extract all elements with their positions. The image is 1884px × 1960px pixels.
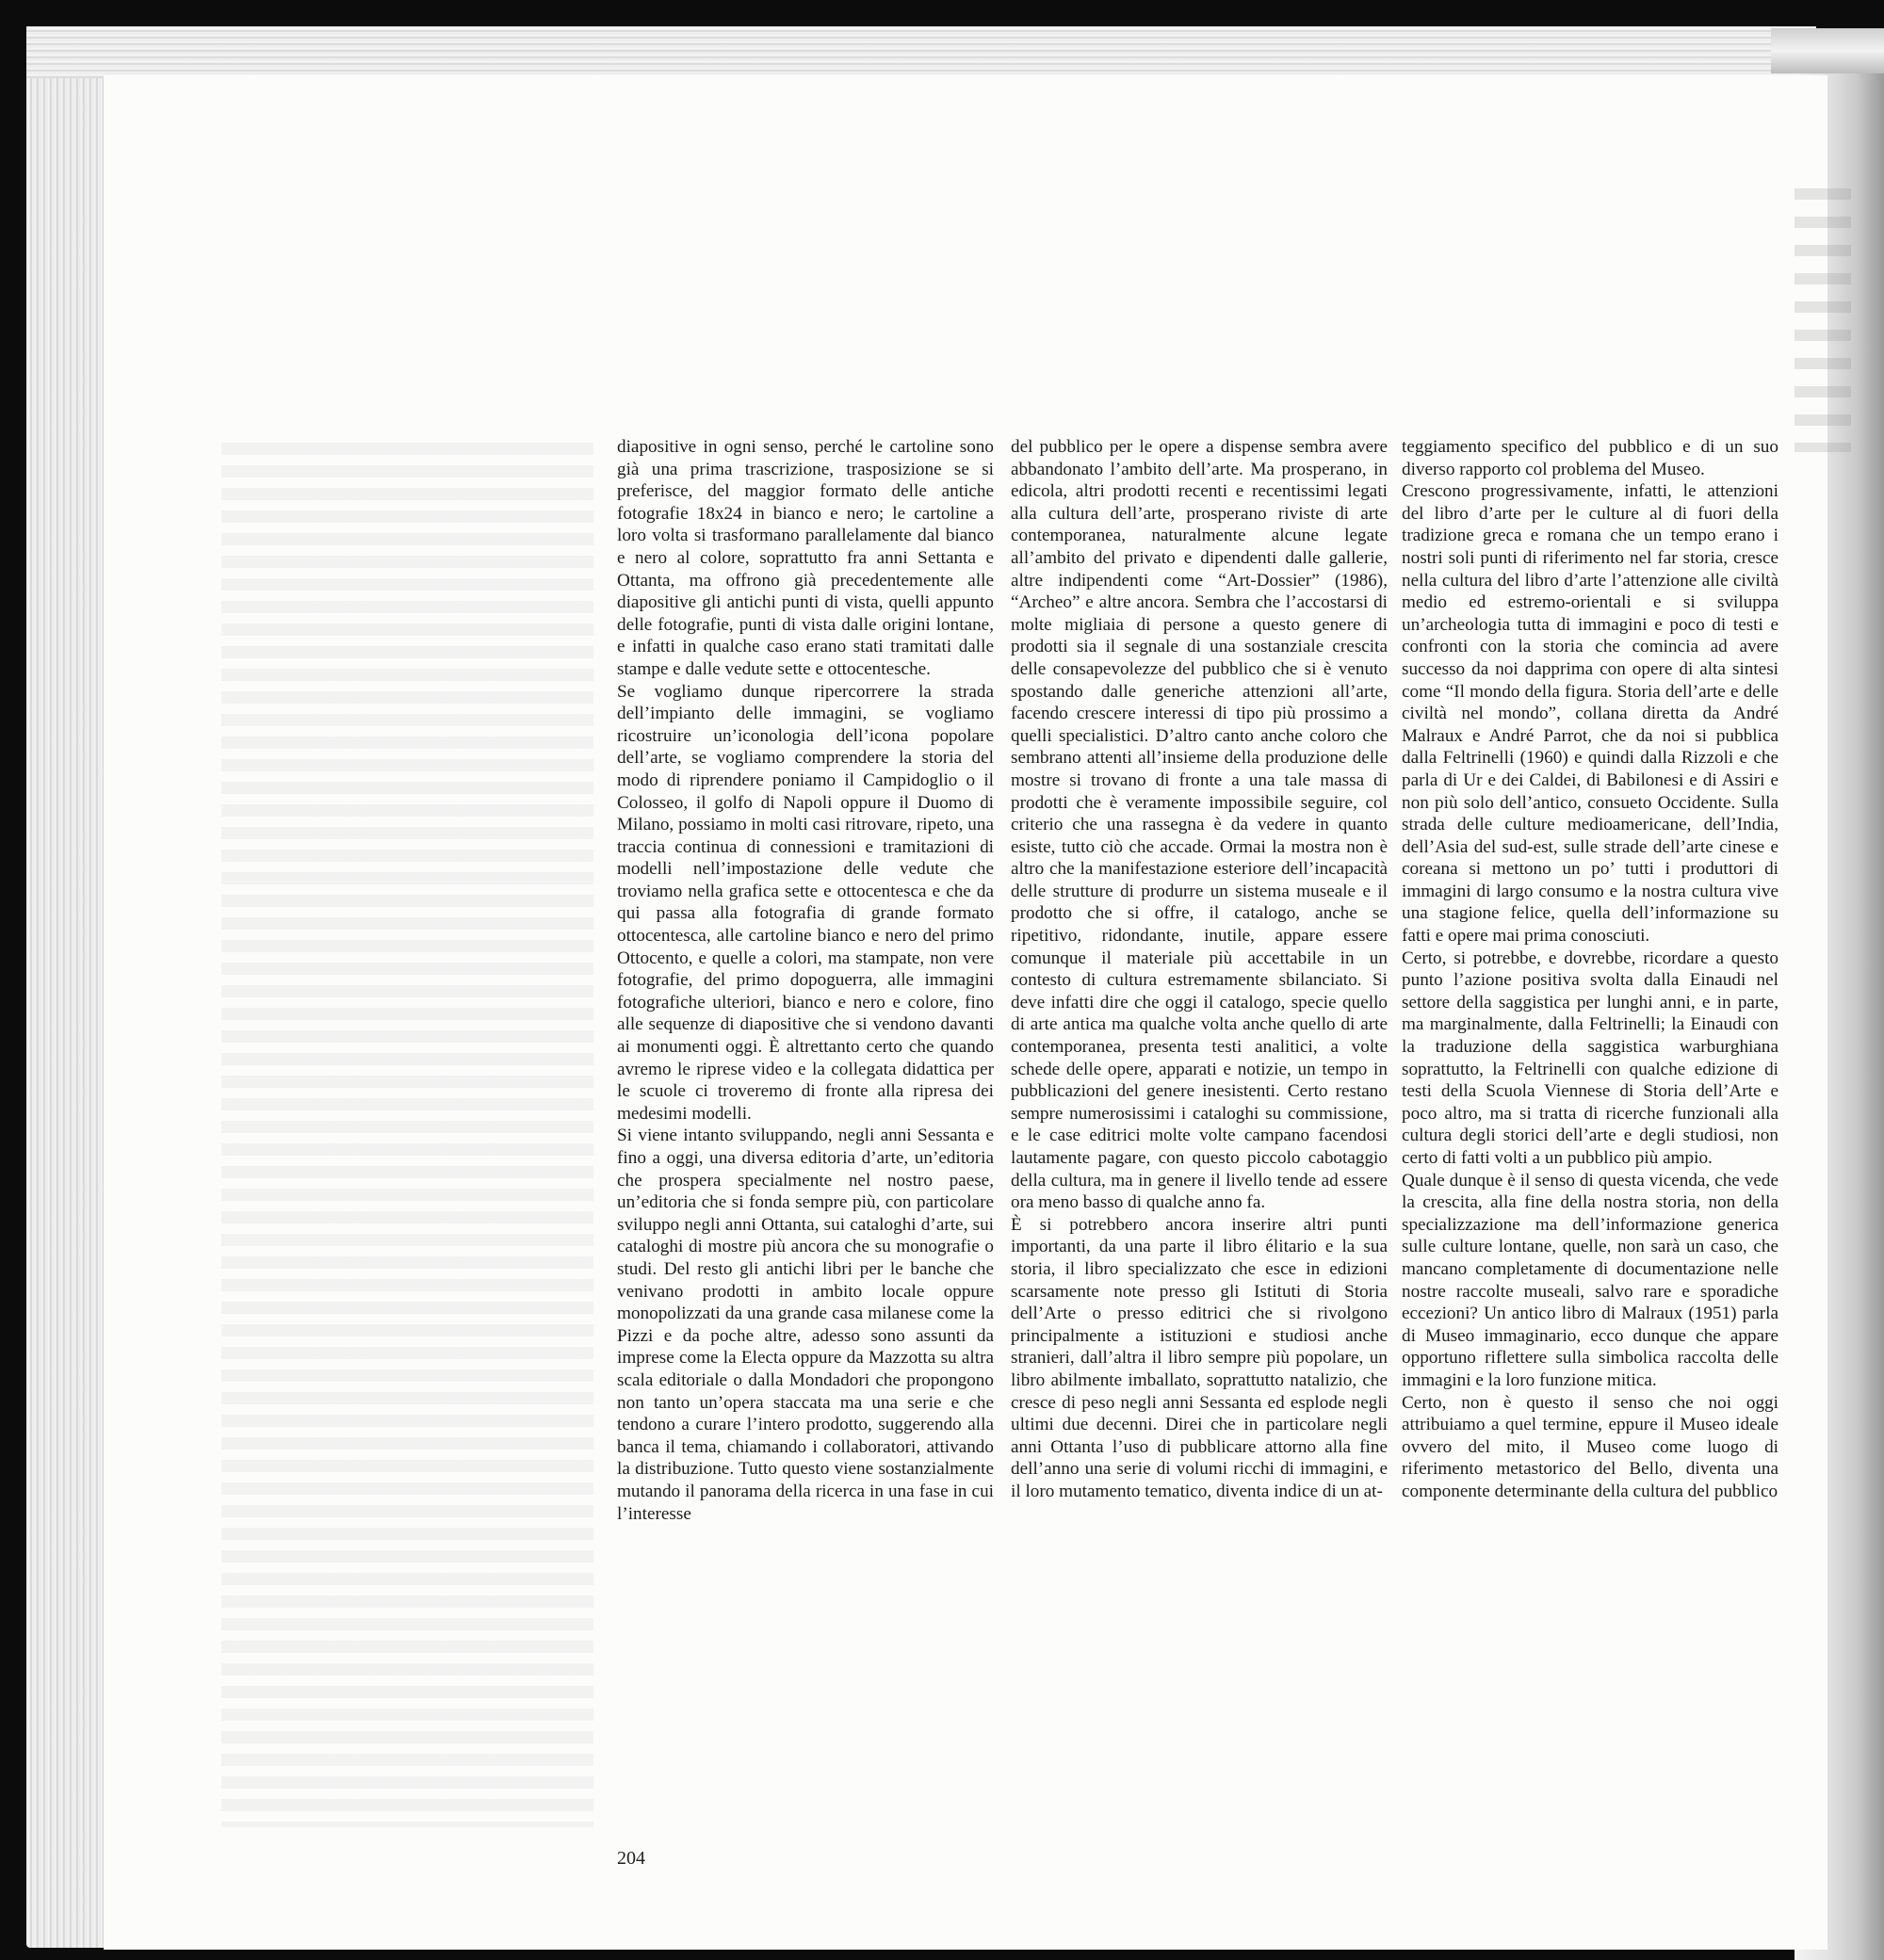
text-column-3 bbox=[1402, 436, 1778, 1503]
paragraph: del pubblico per le opere a dispense sembra avere abbandonato l’ambito dell’arte. Ma prosperano, in edicola, altri prodotti recenti e recentissimi legati alla cultura dell’arte, prosperano riviste di arte contemporanea, naturalmente alcune legate all’ambito del privato e dipendenti dalle gallerie, altre indipendenti come “Art-Dossier” (1986), “Archeo” e altre ancora. Sembra che l’accostarsi di molte migliaia di persone a questo genere di prodotti sia il segnale di una sostanziale crescita delle consapevolezze del pubblico che si è venuto spostando dalle generiche attenzioni all’arte, facendo crescere interessi di tipo più prossimo a quelli specialistici. D’altro canto anche coloro che sembrano attenti all’insieme della produzione delle mostre si trovano di fronte a una tale massa di prodotti che è veramente impossibile seguire, col criterio che una rassegna è da vedere in quanto esiste, tutto ciò che accade. Ormai la mostra non è altro che la manifestazione esteriore dell’incapacità delle strutture di produrre un sistema museale e il prodotto che si offre, il catalogo, anche se ripetitivo, ridondante, inutile, appare essere comunque il materiale più accettabile in un contesto di cultura estremamente sbilanciato. Si deve infatti dire che oggi il catalogo, specie quello di arte antica ma qualche volta anche quello di arte contemporanea, presenta testi analitici, a volte schede delle opere, apparati e notizie, un tempo in pubblicazioni del genere inesistenti. Certo restano sempre numerosissimi i cataloghi su commissione, e le case editrici molte volte campano facendosi lautamente pagare, con questo piccolo cabotaggio della cultura, ma in genere il livello tende ad essere ora meno basso di qualche anno fa. bbox=[1011, 437, 1388, 1213]
paragraph: Si viene intanto sviluppando, negli anni Sessanta e fino a oggi, una diversa editoria d’arte, un’editoria che prospera specialmente nel nostro paese, un’editoria che si fonda sempre più, con particolare sviluppo negli anni Ottanta, sui cataloghi d’arte, sui cataloghi di mostre più ancora che su monografie o studi. Del resto gli antichi libri per le banche che venivano prodotti in ambito locale oppure monopolizzati da una grande casa milanese come la Pizzi e da poche altre, adesso sono assunti da imprese come la Electa oppure da Mazzotta su altra scala editoriale o dalla Mondadori che propongono non tanto un’opera staccata ma una serie e che tendono a curare l’intero prodotto, suggerendo alla banca il tema, chiamando i collaboratori, attivando la distribuzione. Tutto questo viene sostanzialmente mutando il panorama della ricerca in una fase in cui l’interesse bbox=[617, 1126, 994, 1524]
top-page-edges bbox=[26, 26, 1816, 78]
page-number: 204 bbox=[617, 1848, 645, 1869]
text-column-1 bbox=[617, 436, 994, 1525]
paragraph: Certo, non è questo il senso che noi oggi attribuiamo a quel termine, eppure il Museo ideale ovvero del mito, il Museo come luogo di riferimento metastorico del Bello, diventa una componente determinante della cultura del pubblico bbox=[1402, 1392, 1778, 1501]
paragraph: diapositive in ogni senso, perché le cartoline sono già una prima trascrizione, trasposizione se si preferisce, del maggior formato delle antiche fotografie 18x24 in bianco e nero; le cartoline a loro volta si trasformano parallelamente dal bianco e nero al colore, soprattutto fra anni Settanta e Ottanta, ma offrono già precedentemente alle diapositive gli antichi punti di vista, quelli appunto delle fotografie, punti di vista dalle origini lontane, e infatti in qualche caso erano stati tramitati dalle stampe e dalle vedute sette e ottocentesche. bbox=[617, 437, 994, 679]
paragraph: Quale dunque è il senso di questa vicenda, che vede la crescita, alla fine della nostra storia, non della specializzazione ma dell’informazione generica sulle culture lontane, quelle, non sarà un caso, che mancano completamente di documentazione nelle nostre raccolte museali, salvo rare e sporadiche eccezioni? Un antico libro di Malraux (1951) parla di Museo immaginario, ecco dunque che appare opportuno riflettere sulla simbolica raccolta delle immagini e la loro funzione mitica. bbox=[1402, 1170, 1778, 1390]
text-column-2 bbox=[1011, 436, 1388, 1503]
binding-tape bbox=[1771, 28, 1884, 73]
paragraph: Crescono progressivamente, infatti, le attenzioni del libro d’arte per le culture al di fuori della tradizione greca e romana che un tempo erano i nostri soli punti di riferimento nel far storia, cresce nella cultura del libro d’arte l’attenzione alle civiltà medio ed estremo-orientali e si sviluppa un’archeologia tutta di immagini e poco di testi e confronti con la storia che comincia ad avere successo da noi dapprima con opere di alta sintesi come “Il mondo della figura. Storia dell’arte e delle civiltà nel mondo”, collana diretta da André Malraux e André Parrot, che da noi si pubblica dalla Feltrinelli (1960) e quindi dalla Rizzoli e che parla di Ur e dei Caldei, di Babilonesi e di Assiri e non più solo dell’antico, consueto Occidente. Sulla strada delle culture medioamericane, dell’India, dell’Asia del sud-est, sulle strade dell’arte cinese e coreana si mettono un po’ tutti i produttori di immagini di largo consumo e la nostra cultura vive una stagione felice, quella dell’informazione su fatti e opere mai prima conosciuti. bbox=[1402, 481, 1778, 947]
show-through-text bbox=[221, 443, 593, 1827]
paragraph: Se vogliamo dunque ripercorrere la strada dell’impianto delle immagini, se vogliamo ricostruire un’iconologia dell’icona popolare dell’arte, se vogliamo comprendere la storia del modo di riprendere poniamo il Campidoglio o il Colosseo, il golfo di Napoli oppure il Duomo di Milano, possiamo in molti casi ritrovare, ripeto, una traccia continua di connessioni e tramitazioni di modelli nell’impostazione delle vedute che troviamo nella grafica sette e ottocentesca e che da qui passa alla fotografia di grande formato ottocentesca, alle cartoline bianco e nero del primo Ottocento, e quelle a colori, ma stampate, non vere fotografie, del primo dopoguerra, alle immagini fotografiche ulteriori, bianco e nero e colore, fino alle sequenze di diapositive che si vendono davanti ai monumenti oggi. È altrettanto certo che quando avremo le riprese video e la collegata didattica per le scuole ci troveremo di fronte alla ripresa dei medesimi modelli. bbox=[617, 681, 994, 1124]
paragraph: È si potrebbero ancora inserire altri punti importanti, da una parte il libro élitario e la sua storia, il libro specializzato che esce in edizioni scarsamente note presso gli Istituti di Storia dell’Arte o presso editrici che si rivolgono principalmente a istituzioni e studiosi anche stranieri, dall’altra il libro sempre più popolare, un libro abilmente imballato, soprattutto natalizio, che cresce di peso negli anni Sessanta ed esplode negli ultimi due decenni. Direi che in particolare negli anni Ottanta l’uso di pubblicare attorno alla fine dell’anno una serie di volumi ricchi di immagini, e il loro mutamento tematico, diventa indice di un at- bbox=[1011, 1214, 1388, 1501]
paragraph: Certo, si potrebbe, e dovrebbe, ricordare a questo punto l’azione positiva svolta dalla Einaudi nel settore della saggistica per lunghi anni, e in parte, ma marginalmente, dalla Feltrinelli; la Einaudi con la traduzione della saggistica warburghiana soprattutto, la Feltrinelli con qualche edizione di testi della Scuola Viennese di Storia dell’Arte e poco altro, ma si tratta di ricerche funzionali alla cultura degli storici dell’arte e degli studiosi, non certo di fatti volti a un pubblico più ampio. bbox=[1402, 948, 1778, 1168]
paragraph: teggiamento specifico del pubblico e di un suo diverso rapporto col problema del Museo. bbox=[1402, 437, 1778, 479]
facing-page-show-through bbox=[1795, 188, 1851, 452]
